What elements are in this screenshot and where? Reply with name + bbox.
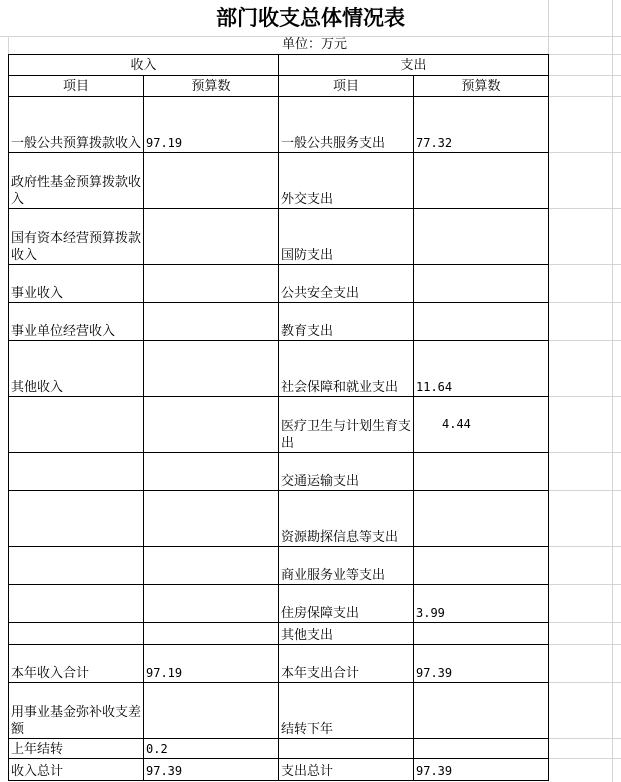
income-value — [144, 341, 279, 397]
expense-item: 本年支出合计 — [279, 645, 414, 683]
expense-value — [414, 303, 549, 341]
table-row — [9, 491, 549, 547]
expense-value — [414, 153, 549, 209]
income-value — [144, 683, 279, 739]
expense-item: 交通运输支出 — [279, 453, 414, 491]
expense-item: 住房保障支出 — [279, 585, 414, 623]
income-item — [9, 585, 144, 623]
table-row — [9, 303, 549, 341]
expense-value — [414, 491, 549, 547]
expense-value: 97.39 — [414, 645, 549, 683]
expense-item: 结转下年 — [279, 683, 414, 739]
expense-value — [414, 209, 549, 265]
table-row — [9, 547, 549, 585]
expense-value — [414, 739, 549, 759]
page-title: 部门收支总体情况表 — [216, 5, 405, 30]
table-row — [9, 453, 549, 491]
expense-value — [414, 683, 549, 739]
income-item-header: 项目 — [9, 76, 144, 97]
expense-value — [414, 623, 549, 645]
expense-item: 一般公共服务支出 — [279, 97, 414, 153]
income-budget-header: 预算数 — [144, 76, 279, 97]
expense-value: 3.99 — [414, 585, 549, 623]
expense-item: 医疗卫生与计划生育支出 — [279, 397, 414, 453]
expense-item — [279, 739, 414, 759]
income-value — [144, 153, 279, 209]
table-row — [9, 585, 549, 623]
expense-item: 教育支出 — [279, 303, 414, 341]
income-item: 收入总计 — [9, 759, 144, 781]
expense-value — [414, 453, 549, 491]
expense-value: 11.64 — [414, 341, 549, 397]
income-value — [144, 209, 279, 265]
income-item: 事业单位经营收入 — [9, 303, 144, 341]
expense-item: 公共安全支出 — [279, 265, 414, 303]
income-value — [144, 585, 279, 623]
table-row — [9, 341, 549, 397]
income-item: 事业收入 — [9, 265, 144, 303]
income-item — [9, 623, 144, 645]
income-item — [9, 547, 144, 585]
expense-budget-header: 预算数 — [414, 76, 549, 97]
expense-item: 外交支出 — [279, 153, 414, 209]
table-row — [9, 209, 549, 265]
income-item: 上年结转 — [9, 739, 144, 759]
expense-value: 4.44 — [414, 397, 549, 453]
income-value — [144, 491, 279, 547]
table-row — [9, 623, 549, 645]
expense-item: 商业服务业等支出 — [279, 547, 414, 585]
expense-item: 社会保障和就业支出 — [279, 341, 414, 397]
income-value — [144, 303, 279, 341]
income-item — [9, 397, 144, 453]
expense-item: 支出总计 — [279, 759, 414, 781]
expense-item-header: 项目 — [279, 76, 414, 97]
table-row — [9, 645, 549, 683]
budget-table — [8, 54, 549, 781]
income-value: 97.19 — [144, 645, 279, 683]
expense-value — [414, 547, 549, 585]
table-row — [9, 265, 549, 303]
table-row — [9, 153, 549, 209]
income-value: 97.19 — [144, 97, 279, 153]
expense-item: 资源勘探信息等支出 — [279, 491, 414, 547]
income-item: 本年收入合计 — [9, 645, 144, 683]
income-header: 收入 — [9, 55, 279, 76]
unit-label: 单位：万元 — [282, 37, 348, 52]
table-row — [9, 683, 549, 739]
expense-item: 其他支出 — [279, 623, 414, 645]
expense-header: 支出 — [279, 55, 549, 76]
income-value — [144, 397, 279, 453]
income-item: 用事业基金弥补收支差额 — [9, 683, 144, 739]
table-row — [9, 97, 549, 153]
income-item: 国有资本经营预算拨款收入 — [9, 209, 144, 265]
income-item: 一般公共预算拨款收入 — [9, 97, 144, 153]
income-value: 0.2 — [144, 739, 279, 759]
expense-value — [414, 265, 549, 303]
income-value — [144, 623, 279, 645]
income-item — [9, 453, 144, 491]
expense-value: 97.39 — [414, 759, 549, 781]
income-value — [144, 547, 279, 585]
table-row — [9, 759, 549, 781]
income-item: 政府性基金预算拨款收入 — [9, 153, 144, 209]
income-value — [144, 265, 279, 303]
income-item: 其他收入 — [9, 341, 144, 397]
income-item — [9, 491, 144, 547]
table-row — [9, 397, 549, 453]
table-row — [9, 739, 549, 759]
income-value: 97.39 — [144, 759, 279, 781]
expense-item: 国防支出 — [279, 209, 414, 265]
expense-value: 77.32 — [414, 97, 549, 153]
income-value — [144, 453, 279, 491]
